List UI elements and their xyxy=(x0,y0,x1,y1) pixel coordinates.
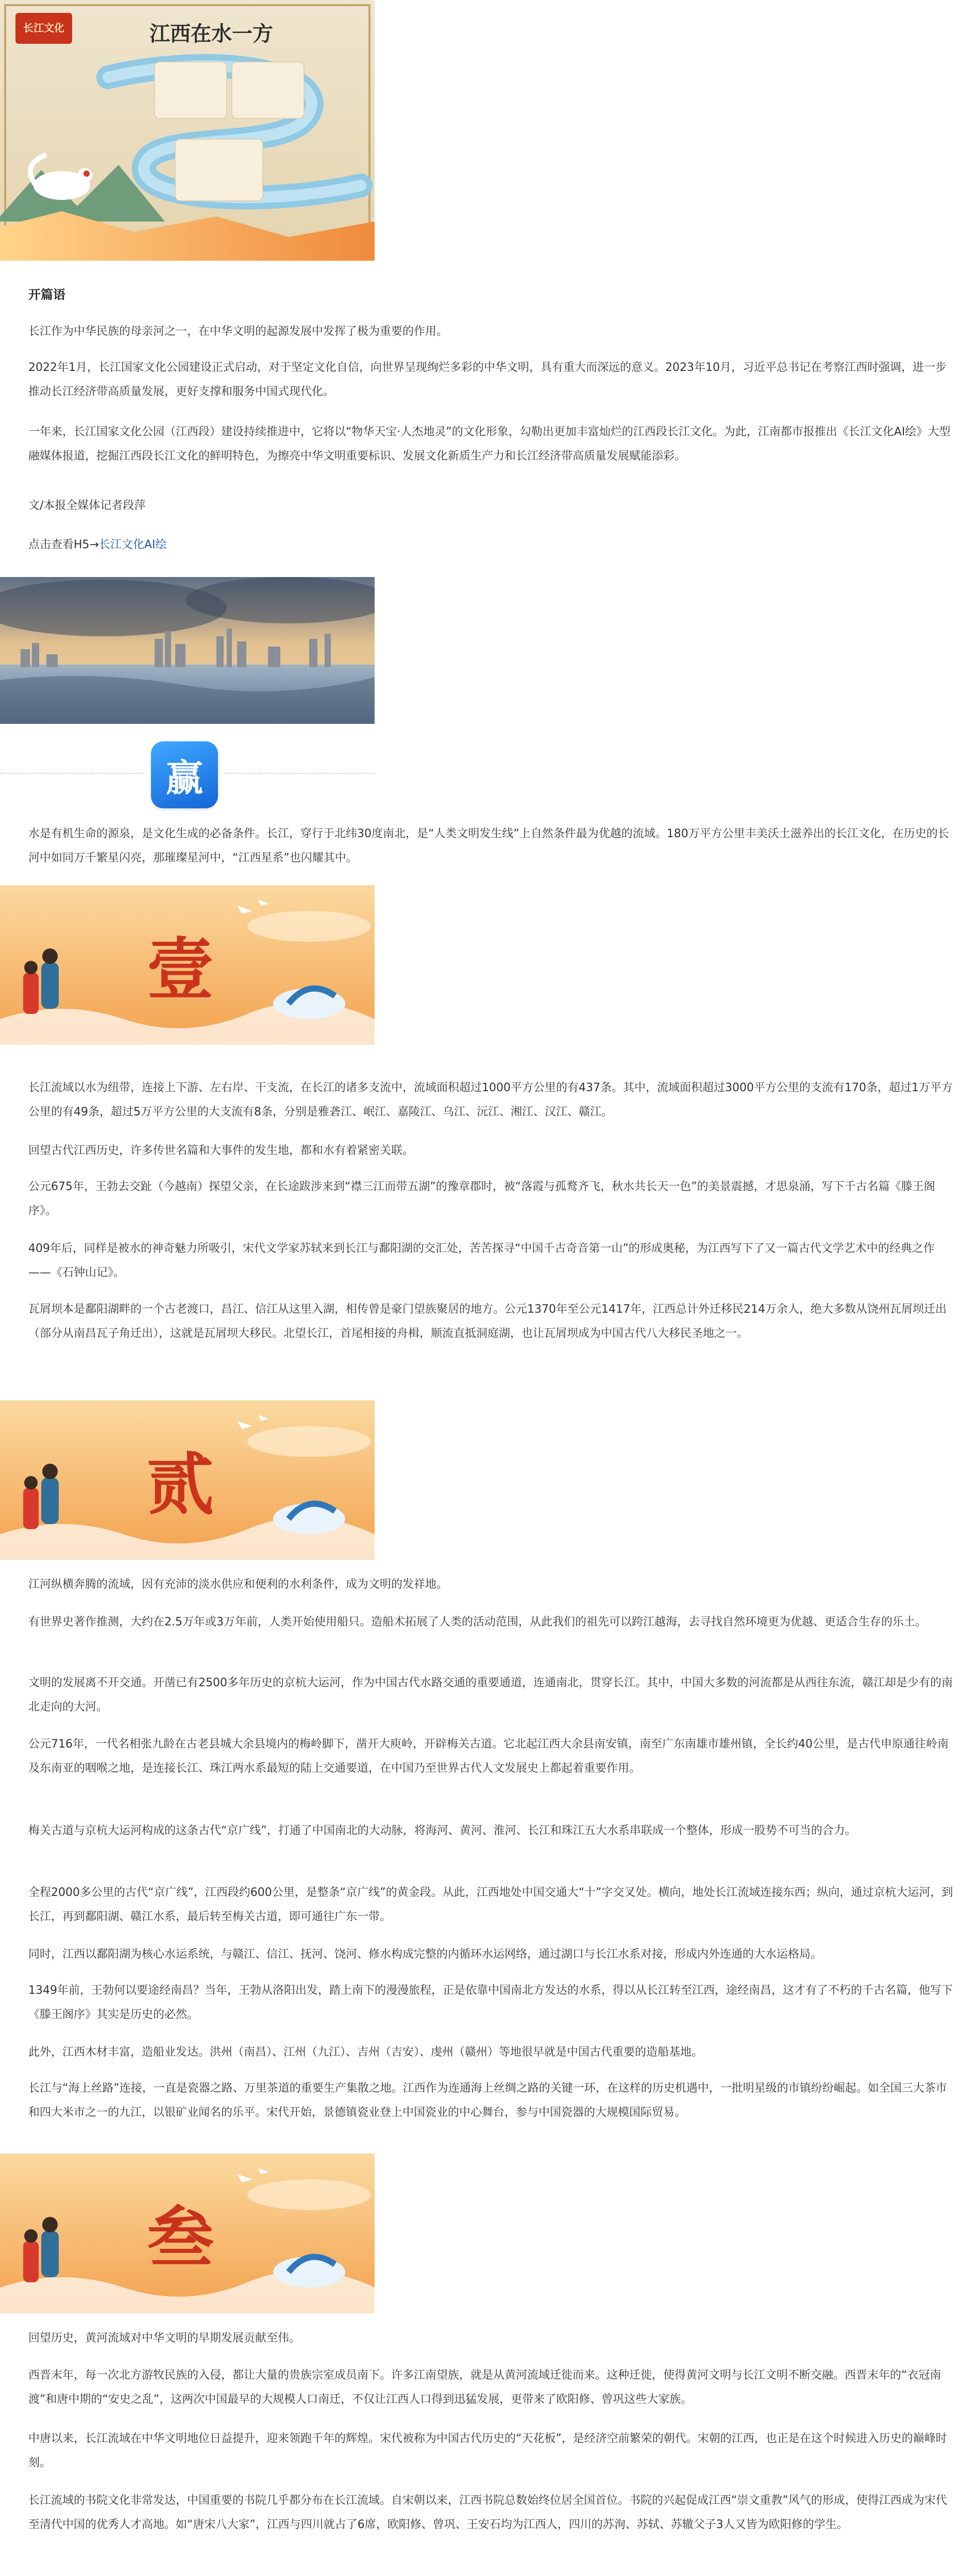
hero-illustration xyxy=(0,0,375,261)
section3-paragraph-8 xyxy=(28,1978,956,2027)
section1-paragraph-1 xyxy=(28,822,956,870)
intro-paragraph-2 xyxy=(28,355,956,404)
section3-paragraph-3-text: 文明的发展离不开交通。开凿已有2500多年历史的京杭大运河，作为中国古代水路交通的重要通道，连通南北，贯穿长江。其中，中国大多数的河流都是从西往东流，赣江却是少有的南北走向的大河。 xyxy=(28,1676,953,1714)
section3-paragraph-7 xyxy=(28,1942,956,1967)
banner-1 xyxy=(0,885,375,1045)
section4-paragraph-3-text: 中唐以来，长江流域在中华文明地位日益提升，迎来领跑千年的辉煌。宋代被称为中国古代历史的“天花板”，是经济空前繁荣的朝代。宋朝的江西，也正是在这个时候进入历史的巅峰时刻。 xyxy=(28,2432,947,2469)
section2-paragraph-2 xyxy=(28,1139,956,1163)
section2-paragraph-2-text: 回望古代江西历史，许多传世名篇和大事件的发生地，都和水有着紧密关联。 xyxy=(28,1144,414,1157)
h5-link-prefix: 点击查看H5→ xyxy=(28,538,99,551)
section3-paragraph-6-text: 全程2000多公里的古代“京广线”，江西段约600公里，是整条“京广线”的黄金段。从此，江西地处中国交通大“十”字交叉处。横向，地处长江流域连接东西；纵向，通过京杭大运河，到长江，再到鄱阳湖、赣江水系，最后转至梅关古道，即可通往广东一带。 xyxy=(28,1886,953,1923)
section4-paragraph-2 xyxy=(28,2363,956,2412)
section1-paragraph-1-text: 水是有机生命的源泉，是文化生成的必备条件。长江，穿行于北纬30度南北，是“人类文明发生线”上自然条件最为优越的流域。180万平方公里丰美沃土滋养出的长江文化，在历史的长河中如同万千繁星闪亮，那璀璨星河中，“江西星系”也闪耀其中。 xyxy=(28,827,949,865)
byline-text: 文/本报全媒体记者段萍 xyxy=(28,499,146,512)
section3-paragraph-1 xyxy=(28,1572,956,1597)
section2-paragraph-4 xyxy=(28,1236,956,1285)
section4-paragraph-3 xyxy=(28,2427,956,2475)
section2-paragraph-3-text: 公元675年，王勃去交趾（今越南）探望父亲，在长途跋涉来到“襟三江而带五湖”的豫章郡时，被“落霞与孤鹜齐飞，秋水共长天一色”的美景震撼，才思泉涌，写下千古名篇《滕王阁序》。 xyxy=(28,1180,935,1217)
section3-paragraph-6 xyxy=(28,1880,956,1929)
section2-paragraph-1 xyxy=(28,1076,956,1124)
h5-link[interactable]: 长江文化AI绘 xyxy=(98,538,167,551)
section3-paragraph-9 xyxy=(28,2040,956,2064)
intro-heading: 开篇语 xyxy=(28,287,65,302)
section3-paragraph-10 xyxy=(28,2076,956,2125)
section2-paragraph-5 xyxy=(28,1297,956,1346)
section3-paragraph-9-text: 此外，江西木材丰富，造船业发达。洪州（南昌）、江州（九江）、吉州（吉安）、虔州（赣州）等地很早就是中国古代重要的造船基地。 xyxy=(28,2046,703,2059)
section2-paragraph-3 xyxy=(28,1175,956,1223)
section4-paragraph-1-text: 回望历史，黄河流域对中华文明的早期发展贡献至伟。 xyxy=(28,2332,301,2345)
banner-3-number: 叁 xyxy=(147,2198,214,2277)
section3-paragraph-5-text: 梅关古道与京杭大运河构成的这条古代“京广线”，打通了中国南北的大动脉，将海河、黄河、淮河、长江和珠江五大水系串联成一个整体，形成一股势不可当的合力。 xyxy=(28,1824,856,1837)
intro-paragraph-1 xyxy=(28,319,956,344)
section4-paragraph-5 xyxy=(28,2573,956,2576)
section4-paragraph-5-text xyxy=(28,2573,956,2576)
section2-paragraph-1-text: 长江流域以水为纽带，连接上下游、左右岸、干支流，在长江的诸多支流中，流域面积超过1000平方公里的有437条。其中，流域面积超过3000平方公里的支流有170条，超过1万平方公里的有49条，超过5万平方公里的大支流有8条，分别是雅砻江、岷江、嘉陵江、乌江、沅江、湘江、汉江、赣江。 xyxy=(28,1081,953,1118)
city-skyline-photo xyxy=(0,577,375,724)
intro-paragraph-1-text: 长江作为中华民族的母亲河之一，在中华文明的起源发展中发挥了极为重要的作用。 xyxy=(28,325,448,338)
banner-2 xyxy=(0,1400,375,1560)
banner-2-number: 贰 xyxy=(147,1445,214,1524)
section3-paragraph-4-text: 公元716年，一代名相张九龄在古老县城大余县境内的梅岭脚下，凿开大庾岭，开辟梅关古道。它北起江西大余县南安镇，南至广东南雄市雄州镇，全长约40公里，是古代申原通往岭南及东南亚的咽喉之地，是连接长江、珠江两水系最短的陆上交通要道，在中国乃至世界古代人文发展史上都起着重要作用。 xyxy=(28,1738,949,1775)
section2-paragraph-4-text: 409年后，同样是被水的神奇魅力所吸引，宋代文学家苏轼来到长江与鄱阳湖的交汇处，苦苦探寻“中国千古奇音第一山”的形成奥秘，为江西写下了又一篇古代文学艺术中的经典之作——《石钟山记》。 xyxy=(28,1242,935,1279)
dolphin-illustration xyxy=(273,988,345,1019)
app-logo-icon[interactable] xyxy=(151,741,218,808)
app-logo-glyph: 赢 xyxy=(165,756,203,800)
banner-3 xyxy=(0,2154,375,2313)
section3-paragraph-7-text: 同时，江西以鄱阳湖为核心水运系统，与赣江、信江、抚河、饶河、修水构成完整的内循环水运网络，通过湖口与长江水系对接，形成内外连通的大水运格局。 xyxy=(28,1948,822,1961)
section3-paragraph-2-text: 有世界史著作推测，大约在2.5万年或3万年前，人类开始使用船只。造船术拓展了人类的活动范围，从此我们的祖先可以跨江越海，去寻找自然环境更为优越、更适合生存的乐土。 xyxy=(28,1616,927,1629)
section3-paragraph-4 xyxy=(28,1732,956,1781)
section3-paragraph-2 xyxy=(28,1610,956,1634)
banner-1-number: 壹 xyxy=(147,930,214,1009)
section4-paragraph-2-text: 西晋末年，每一次北方游牧民族的入侵，都让大量的贵族宗室成员南下。许多江南望族，就是从黄河流域迁徙而来。这种迁徙，使得黄河文明与长江文明不断交融。西晋末年的“衣冠南渡”和唐中期的“安史之乱”，这两次中国最早的大规模人口南迁，不仅让江西人口得到迅猛发展，更带来了欧阳修、曾巩这些大家族。 xyxy=(28,2369,941,2406)
city-skyline-art xyxy=(0,577,375,724)
section3-paragraph-3 xyxy=(28,1671,956,1719)
intro-paragraph-3-text: 一年来，长江国家文化公园（江西段）建设持续推进中，它将以“物华天宝·人杰地灵”的文化形象，勾勒出更加丰富灿烂的江西段长江文化。为此，江南都市报推出《长江文化AI绘》大型融媒体报道，挖掘江西段长江文化的鲜明特色，为擦亮中华文明重要标识、发展文化新质生产力和长江经济带高质量发展赋能添彩。 xyxy=(28,426,951,463)
intro-paragraph-2-text: 2022年1月，长江国家文化公园建设正式启动，对于坚定文化自信，向世界呈现绚烂多彩的中华文明，具有重大而深远的意义。2023年10月，习近平总书记在考察江西时强调，进一步推动长江经济带高质量发展，更好支撑和服务中国式现代化。 xyxy=(28,361,947,398)
hero-title: 江西在水一方 xyxy=(149,22,273,46)
intro-paragraph-3 xyxy=(28,420,956,468)
h5-link-line xyxy=(28,536,167,552)
section4-paragraph-4 xyxy=(28,2488,956,2537)
section3-paragraph-1-text: 江河纵横奔腾的流域，因有充沛的淡水供应和便利的水利条件，成为文明的发祥地。 xyxy=(28,1578,448,1591)
section3-paragraph-10-text: 长江与“海上丝路”连接，一直是瓷器之路、万里茶道的重要生产集散之地。江西作为连通海上丝绸之路的关键一环，在这样的历史机遇中，一批明星级的市镇纷纷崛起。如全国三大茶市和四大米市之一的九江，以银矿业闻名的乐平。宋代开始，景德镇瓷业登上中国瓷业的中心舞台，参与中国瓷器的大规模国际贸易。 xyxy=(28,2082,947,2119)
hero-logo-text: 长江文化 xyxy=(23,22,64,34)
section3-paragraph-5 xyxy=(28,1819,956,1843)
byline xyxy=(28,494,956,518)
section4-paragraph-4-text: 长江流域的书院文化非常发达，中国重要的书院几乎都分布在长江流域。自宋朝以来，江西书院总数始终位居全国首位。书院的兴起促成江西“崇文重教”风气的形成，使得江西成为宋代至清代中国的优秀人才高地。如“唐宋八大家”，江西与四川就占了6席，欧阳修、曾巩、王安石均为江西人，四川的苏洵、苏轼、苏辙父子3人又皆为欧阳修的学生。 xyxy=(28,2494,947,2531)
section3-paragraph-8-text: 1349年前，王勃何以要途经南昌？当年，王勃从洛阳出发，踏上南下的漫漫旅程，正是依靠中国南北方发达的水系，得以从长江转至江西，途经南昌，这才有了不朽的千古名篇，他写下《滕王阁序》其实是历史的必然。 xyxy=(28,1984,953,2021)
section4-paragraph-1 xyxy=(28,2326,956,2350)
section2-paragraph-5-text: 瓦屑坝本是鄱阳湖畔的一个古老渡口，昌江、信江从这里入湖，相传曾是豪门望族聚居的地方。公元1370年至公元1417年，江西总计外迁移民214万余人，绝大多数从饶州瓦屑坝迁出（部分从南昌瓦子角迁出），这就是瓦屑坝大移民。北望长江，首尾相接的舟楫，顺流直抵洞庭湖，也让瓦屑坝成为中国古代八大移民圣地之一。 xyxy=(28,1303,947,1340)
